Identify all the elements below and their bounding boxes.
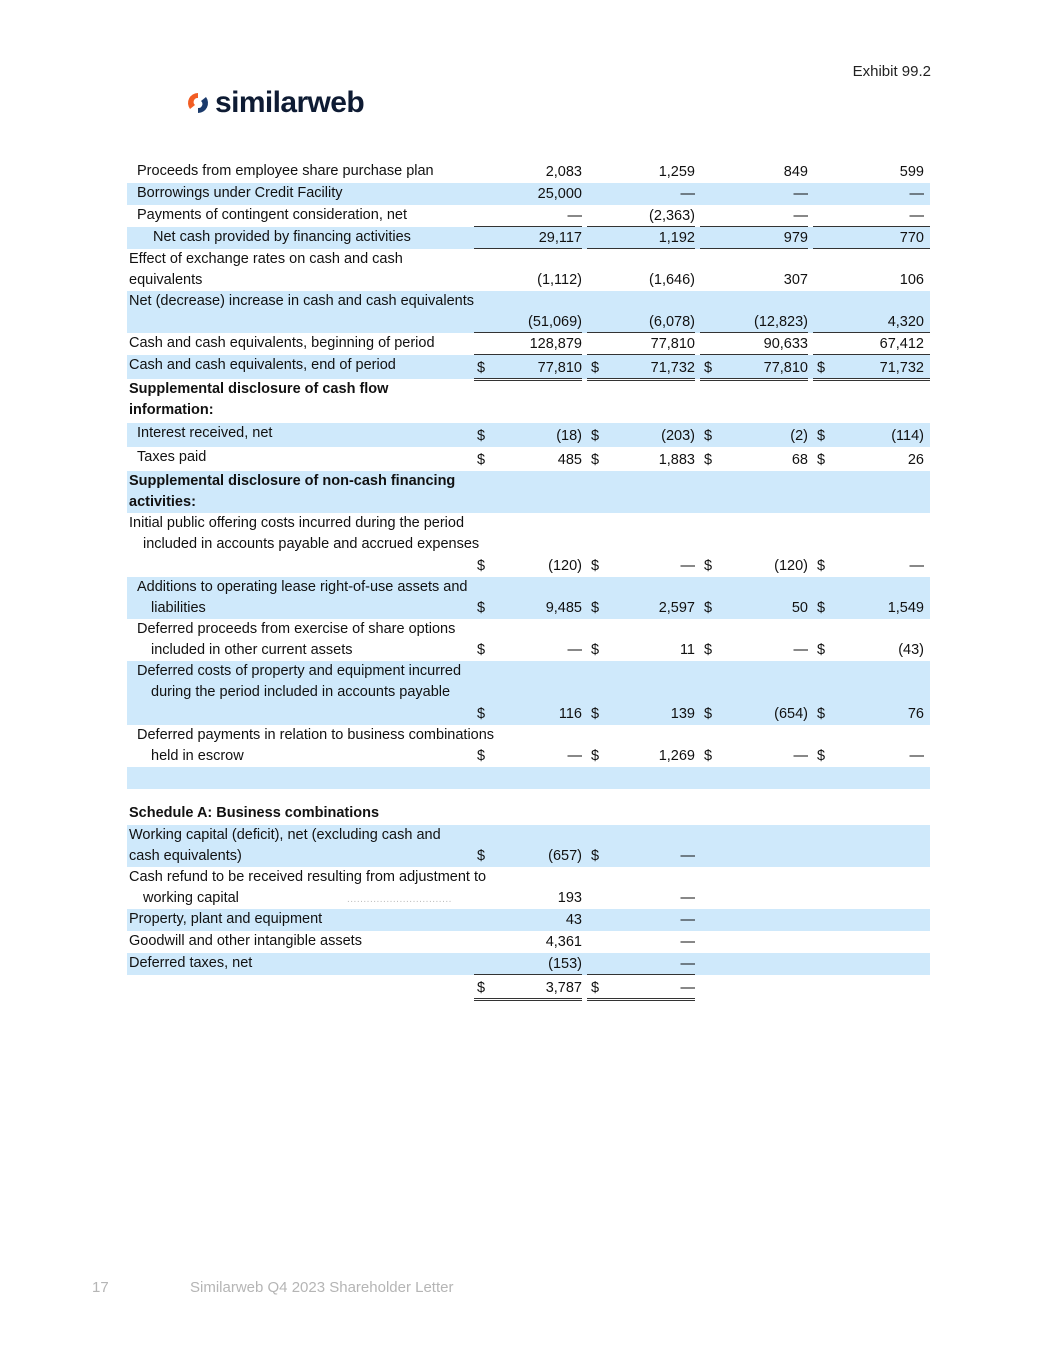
- row-label: Cash refund to be received resulting from adjustment to working capital: [129, 869, 487, 906]
- amount-cell: —: [567, 642, 582, 658]
- currency-symbol: $: [704, 558, 713, 574]
- row-label: Working capital (deficit), net (excluding cash and cash equivalents): [129, 827, 441, 864]
- table-row: [127, 513, 930, 577]
- amount-cell: 599: [899, 164, 924, 180]
- currency-symbol: $: [477, 642, 486, 658]
- row-label: Proceeds from employee share purchase plan: [137, 163, 434, 179]
- table-row: [127, 333, 930, 355]
- currency-symbol: $: [817, 558, 826, 574]
- row-label: Taxes paid: [137, 449, 207, 465]
- amount-cell: 29,117: [538, 230, 582, 246]
- table-row: [127, 825, 930, 867]
- table-row: [127, 291, 930, 333]
- currency-symbol: $: [704, 706, 713, 722]
- row-label: Deferred taxes, net: [129, 955, 253, 971]
- amount-cell: 50: [791, 600, 808, 616]
- table-row: [127, 205, 930, 227]
- table-row: [127, 789, 930, 803]
- currency-symbol: $: [591, 558, 600, 574]
- amount-cell: 4,361: [545, 934, 582, 950]
- table-row: [127, 867, 930, 909]
- amount-cell: —: [909, 558, 924, 574]
- amount-cell: (120): [548, 558, 582, 574]
- row-label: Borrowings under Credit Facility: [137, 185, 343, 201]
- amount-cell: 67,412: [879, 336, 924, 352]
- currency-symbol: $: [704, 360, 713, 376]
- footer-title: Similarweb Q4 2023 Shareholder Letter: [190, 1279, 454, 1296]
- currency-symbol: $: [817, 452, 826, 468]
- amount-cell: —: [567, 208, 582, 224]
- row-label: Cash and cash equivalents, end of period: [129, 357, 396, 373]
- amount-cell: —: [680, 956, 695, 972]
- row-label: Property, plant and equipment: [129, 911, 323, 927]
- amount-cell: 90,633: [763, 336, 808, 352]
- amount-cell: 116: [558, 706, 582, 722]
- currency-symbol: $: [477, 706, 486, 722]
- currency-symbol: $: [591, 642, 600, 658]
- amount-cell: 9,485: [545, 600, 582, 616]
- amount-cell: 71,732: [879, 360, 924, 376]
- row-label: Net cash provided by financing activities: [153, 229, 411, 245]
- amount-cell: 77,810: [650, 336, 695, 352]
- amount-cell: 68: [791, 452, 808, 468]
- table-row: [127, 183, 930, 205]
- amount-cell: 43: [565, 912, 582, 928]
- amount-cell: (2): [790, 428, 808, 444]
- amount-cell: —: [680, 912, 695, 928]
- amount-cell: —: [793, 208, 808, 224]
- currency-symbol: $: [817, 360, 826, 376]
- table-row: [127, 931, 930, 953]
- amount-cell: 77,810: [537, 360, 582, 376]
- amount-cell: 193: [557, 890, 582, 906]
- total-underline: [587, 998, 695, 1001]
- table-row: [127, 355, 930, 379]
- amount-cell: 77,810: [763, 360, 808, 376]
- amount-cell: —: [680, 934, 695, 950]
- amount-cell: 3,787: [545, 980, 582, 996]
- amount-cell: (114): [891, 428, 924, 444]
- currency-symbol: $: [477, 452, 486, 468]
- amount-cell: 106: [899, 272, 924, 288]
- amount-cell: 770: [899, 230, 924, 246]
- amount-cell: —: [680, 186, 695, 202]
- page-number: 17: [92, 1279, 109, 1296]
- amount-cell: 1,883: [658, 452, 695, 468]
- row-label: Additions to operating lease right-of-use assets and liabilities: [137, 579, 468, 616]
- row-label: Supplemental disclosure of non-cash financing activities:: [129, 473, 456, 510]
- amount-cell: 307: [783, 272, 808, 288]
- table-row: [127, 725, 930, 767]
- amount-cell: 4,320: [887, 314, 924, 330]
- amount-cell: (1,646): [649, 272, 695, 288]
- amount-cell: —: [680, 848, 695, 864]
- amount-cell: (12,823): [753, 314, 808, 330]
- currency-symbol: $: [477, 848, 486, 864]
- table-row: [127, 161, 930, 183]
- currency-symbol: $: [477, 558, 486, 574]
- amount-cell: (43): [898, 642, 924, 658]
- row-label: Initial public offering costs incurred during the period included in accounts payable and accrued expenses: [129, 515, 480, 552]
- amount-cell: 1,259: [658, 164, 695, 180]
- currency-symbol: $: [817, 600, 826, 616]
- amount-cell: 128,879: [529, 336, 582, 352]
- amount-cell: 1,549: [887, 600, 924, 616]
- row-label: Effect of exchange rates on cash and cash equivalents: [129, 251, 403, 288]
- amount-cell: (2,363): [649, 208, 695, 224]
- table-row: [127, 803, 930, 825]
- amount-cell: 25,000: [537, 186, 582, 202]
- currency-symbol: $: [704, 748, 713, 764]
- amount-cell: —: [567, 748, 582, 764]
- table-row: [127, 249, 930, 291]
- row-label: Interest received, net: [137, 425, 273, 441]
- currency-symbol: $: [591, 600, 600, 616]
- amount-cell: —: [793, 186, 808, 202]
- amount-cell: (153): [548, 956, 582, 972]
- amount-cell: 71,732: [650, 360, 695, 376]
- amount-cell: —: [793, 642, 808, 658]
- row-label: Supplemental disclosure of cash flow information:: [129, 381, 389, 418]
- table-row: [127, 767, 930, 789]
- amount-cell: 11: [679, 642, 695, 658]
- currency-symbol: $: [591, 428, 600, 444]
- row-label: Deferred proceeds from exercise of share options included in other current assets: [137, 621, 456, 658]
- currency-symbol: $: [477, 748, 486, 764]
- table-row: [127, 423, 930, 447]
- row-label: Deferred costs of property and equipment incurred during the period included in accounts payable: [137, 663, 462, 700]
- currency-symbol: $: [704, 642, 713, 658]
- amount-cell: (1,112): [537, 272, 582, 288]
- exhibit-label: Exhibit 99.2: [852, 63, 931, 80]
- table-row: [127, 379, 930, 423]
- amount-cell: 76: [907, 706, 924, 722]
- amount-cell: 1,269: [658, 748, 695, 764]
- amount-cell: 849: [783, 164, 808, 180]
- amount-cell: (6,078): [649, 314, 695, 330]
- amount-cell: (18): [556, 428, 582, 444]
- total-underline: [474, 998, 582, 1001]
- amount-cell: (120): [774, 558, 808, 574]
- currency-symbol: $: [591, 748, 600, 764]
- currency-symbol: $: [477, 980, 486, 996]
- currency-symbol: $: [591, 706, 600, 722]
- table-row: [127, 975, 930, 999]
- table-row: [127, 661, 930, 725]
- row-label: Payments of contingent consideration, net: [137, 207, 408, 223]
- currency-symbol: $: [591, 452, 600, 468]
- amount-cell: —: [909, 208, 924, 224]
- cash-flow-table: [127, 161, 930, 999]
- dot-leader: ................................: [347, 894, 452, 905]
- table-row: [127, 227, 930, 249]
- currency-symbol: $: [477, 600, 486, 616]
- row-label: Goodwill and other intangible assets: [129, 933, 362, 949]
- amount-cell: —: [793, 748, 808, 764]
- amount-cell: (51,069): [527, 314, 582, 330]
- amount-cell: 2,083: [545, 164, 582, 180]
- amount-cell: —: [680, 558, 695, 574]
- amount-cell: 2,597: [658, 600, 695, 616]
- table-row: [127, 909, 930, 931]
- amount-cell: (203): [661, 428, 695, 444]
- currency-symbol: $: [817, 748, 826, 764]
- currency-symbol: $: [477, 428, 486, 444]
- currency-symbol: $: [591, 360, 600, 376]
- amount-cell: 485: [557, 452, 582, 468]
- table-row: [127, 577, 930, 619]
- currency-symbol: $: [704, 428, 713, 444]
- amount-cell: 979: [783, 230, 808, 246]
- currency-symbol: $: [817, 642, 826, 658]
- currency-symbol: $: [704, 600, 713, 616]
- amount-cell: (657): [548, 848, 582, 864]
- table-row: [127, 953, 930, 975]
- currency-symbol: $: [704, 452, 713, 468]
- similarweb-logo-icon: [186, 91, 210, 115]
- currency-symbol: $: [817, 428, 826, 444]
- currency-symbol: $: [591, 848, 600, 864]
- currency-symbol: $: [817, 706, 826, 722]
- amount-cell: —: [680, 890, 695, 906]
- amount-cell: 1,192: [658, 230, 695, 246]
- amount-cell: —: [909, 748, 924, 764]
- table-row: [127, 447, 930, 471]
- amount-cell: (654): [774, 706, 808, 722]
- similarweb-logo: [186, 86, 364, 120]
- amount-cell: 139: [670, 706, 695, 722]
- amount-cell: —: [909, 186, 924, 202]
- table-row: [127, 619, 930, 661]
- amount-cell: 26: [907, 452, 924, 468]
- row-label: Deferred payments in relation to business combinations held in escrow: [137, 727, 495, 764]
- table-row: [127, 471, 930, 513]
- currency-symbol: $: [477, 360, 486, 376]
- row-label: Net (decrease) increase in cash and cash equivalents: [129, 293, 474, 309]
- logo-text: similarweb: [215, 86, 365, 119]
- currency-symbol: $: [591, 980, 600, 996]
- row-label: Schedule A: Business combinations: [129, 805, 380, 821]
- row-label: Cash and cash equivalents, beginning of period: [129, 335, 435, 351]
- amount-cell: —: [680, 980, 695, 996]
